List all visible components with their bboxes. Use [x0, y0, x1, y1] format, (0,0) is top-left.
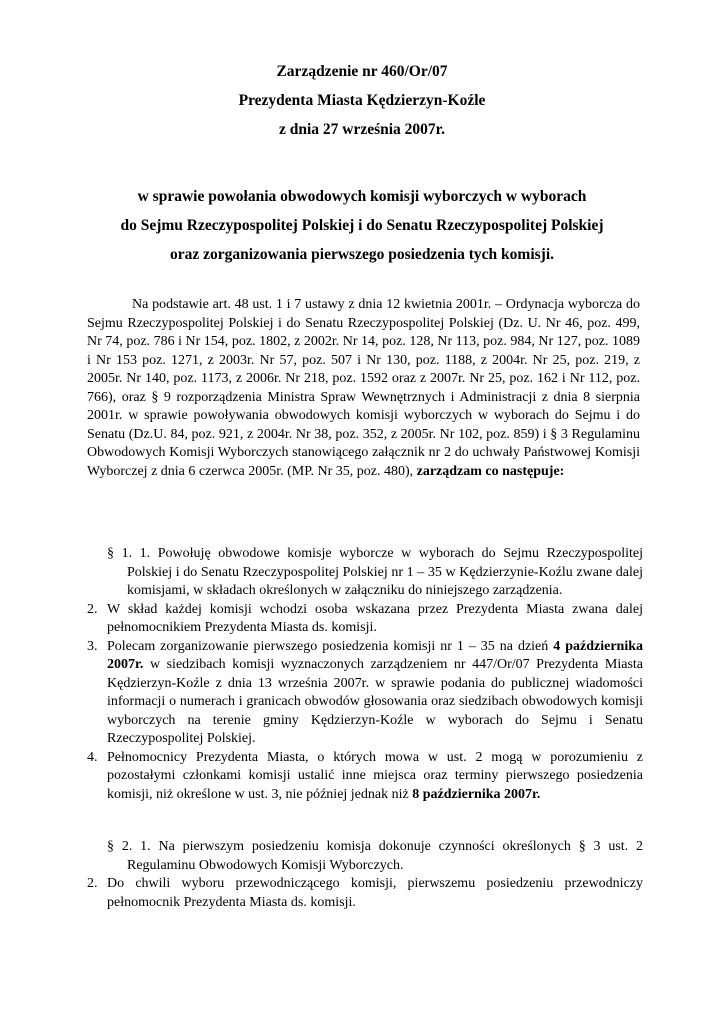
subject-line-2: do Sejmu Rzeczypospolitej Polskiej i do Senatu Rzeczypospolitej Polskiej — [120, 217, 604, 234]
preamble-closing: zarządzam co następuje: — [416, 463, 565, 479]
item-text: W skład każdej komisji wchodzi osoba wskazana przez Prezydenta Miasta zwana dalej pełnomocnikiem Prezydenta Miasta ds. komisji. — [107, 601, 643, 635]
document-subject — [0, 182, 724, 269]
item-number: 4. — [87, 749, 98, 765]
item-number: 3. — [87, 638, 98, 654]
item-number: § 2. 1. — [107, 839, 151, 854]
item-text: Polecam zorganizowanie pierwszego posiedzenia komisji nr 1 – 35 na dzień — [107, 638, 549, 654]
item-number: 2. — [87, 876, 98, 891]
section-1 — [87, 545, 643, 804]
section-1-item-1 — [87, 545, 643, 601]
preamble-paragraph — [87, 296, 640, 481]
subject-line-1: w sprawie powołania obwodowych komisji wyborczych w wyborach — [137, 188, 587, 205]
item-text: Na pierwszym posiedzeniu komisja dokonuje czynności określonych § 3 ust. 2 Regulaminu Obwodowych Komisji Wyborczych. — [127, 839, 644, 873]
section-2-item-2 — [87, 875, 643, 912]
item-text: Pełnomocnicy Prezydenta Miasta, o których mowa w ust. 2 mogą w porozumieniu z pozostałymi członkami komisji ustalić inne miejsca oraz terminy pierwszego posiedzenia komisji, niż określone w ust. 3, nie później jednak niż — [107, 749, 643, 802]
item-text: Do chwili wyboru przewodniczącego komisji, pierwszemu posiedzeniu przewodniczy pełnomocnik Prezydenta Miasta ds. komisji. — [107, 876, 643, 910]
title-line-2: Prezydenta Miasta Kędzierzyn-Koźle — [238, 92, 486, 109]
section-1-item-4 — [87, 749, 643, 805]
item-number: § 1. 1. — [107, 546, 151, 561]
title-line-3: z dnia 27 września 2007r. — [278, 121, 446, 138]
subject-line-3: oraz zorganizowania pierwszego posiedzenia tych komisji. — [169, 246, 554, 263]
section-1-item-2 — [87, 601, 643, 638]
section-2-item-1 — [87, 838, 643, 875]
section-1-item-3 — [87, 638, 643, 749]
item-text-cont: w siedzibach komisji wyznaczonych zarządzeniem nr 447/Or/07 Prezydenta Miasta Kędzierzyn-Koźle z dnia 13 września 2007r. w sprawie podania do publicznej wiadomości informacji o numerach i granicach obwodów głosowania oraz siedzibach obwodowych komisji wyborczych na terenie gminy Kędzierzyn-Koźle w wyborach do Sejmu i Senatu Rzeczypospolitej Polskiej. — [107, 657, 643, 746]
item-text: Powołuję obwodowe komisje wyborcze w wyborach do Sejmu Rzeczypospolitej Polskiej i do Senatu Rzeczypospolitej Polskiej nr 1 – 35 w Kędzierzynie-Koźlu zwane dalej komisjami, w składach określonych w załączniku do niniejszego zarządzenia. — [127, 546, 644, 598]
item-number: 2. — [87, 601, 98, 617]
document-title — [0, 57, 724, 144]
preamble-text: Na podstawie art. 48 ust. 1 i 7 ustawy z dnia 12 kwietnia 2001r. – Ordynacja wyborcza do Sejmu Rzeczypospolitej Polskiej i do Senatu Rzeczypospolitej Polskiej (Dz. U. Nr 46, poz. 499, Nr 74, poz. 786 i Nr 154, poz. 1802, z 2002r. Nr 14, poz. 128, Nr 113, poz. 984, Nr 127, poz. 1089 i Nr 153 poz. 1271, z 2003r. Nr 57, poz. 507 i Nr 130, poz. 1188, z 2004r. Nr 25, poz. 219, z 2005r. Nr 140, poz. 1173, z 2006r. Nr 218, poz. 1592 oraz z 2007r. Nr 25, poz. 162 i Nr 112, poz. 766), oraz § 9 rozporządzenia Ministra Spraw Wewnętrznych i Administracji z dnia 8 sierpnia 2001r. w sprawie powoływania obwodowych komisji wyborczych w wyborach do Sejmu i do Senatu (Dz.U. 84, poz. 921, z 2004r. Nr 38, poz. 352, z 2005r. Nr 102, poz. 859) i § 3 Regulaminu Obwodowych Komisji Wyborczych stanowiącego załącznik nr 2 do uchwały Państwowej Komisji Wyborczej z dnia 6 czerwca 2005r. (MP. Nr 35, poz. 480), — [87, 297, 640, 479]
item-date: 4 października 2007r. — [107, 638, 643, 672]
title-line-1: Zarządzenie nr 460/Or/07 — [276, 63, 448, 80]
section-2 — [87, 838, 643, 912]
item-date: 8 października 2007r. — [412, 786, 541, 802]
